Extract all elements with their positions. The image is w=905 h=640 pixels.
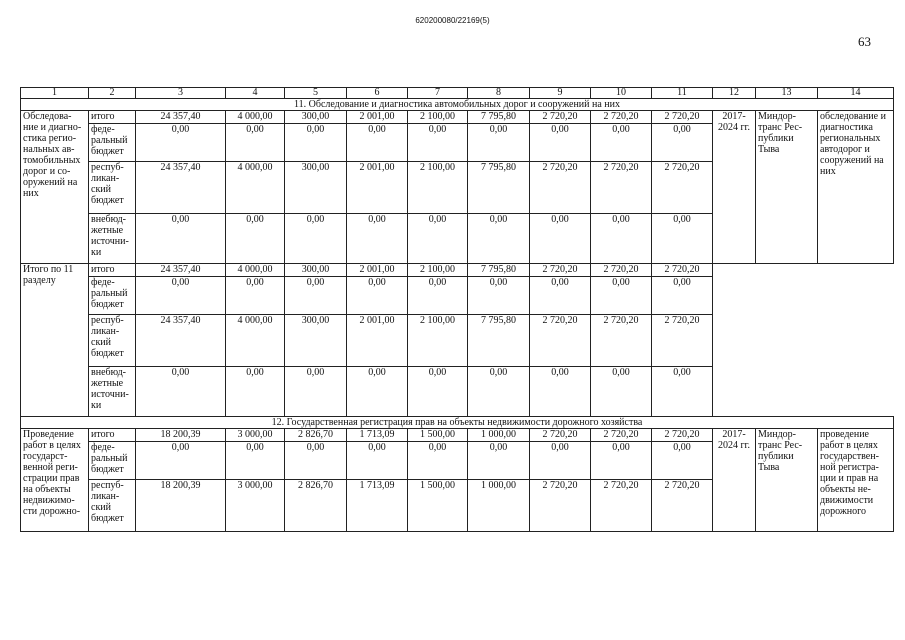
- value-cell: 2 100,00: [408, 111, 468, 124]
- result-cell: обследование и диагностика региональных автодорог и сооружений на них: [818, 111, 894, 264]
- section-title-row: [21, 99, 894, 111]
- value-cell: 0,00: [136, 367, 226, 417]
- value-cell: 4 000,00: [226, 111, 285, 124]
- funding-source: феде-ральный бюджет: [89, 442, 136, 480]
- page-number: 63: [858, 34, 871, 49]
- value-cell: 1 000,00: [468, 429, 530, 442]
- value-cell: 2 001,00: [347, 315, 408, 367]
- measure-row: [21, 429, 894, 442]
- value-cell: 2 720,20: [652, 162, 713, 214]
- value-cell: 7 795,80: [468, 264, 530, 277]
- value-cell: 0,00: [652, 442, 713, 480]
- funding-source: респуб-ликан-ский бюджет: [89, 162, 136, 214]
- funding-source: респуб-ликан-ский бюджет: [89, 315, 136, 367]
- value-cell: 2 720,20: [591, 162, 652, 214]
- value-cell: 2 001,00: [347, 162, 408, 214]
- value-cell: 7 795,80: [468, 162, 530, 214]
- value-cell: 300,00: [285, 315, 347, 367]
- column-number-9: 9: [530, 88, 591, 99]
- value-cell: 0,00: [591, 124, 652, 162]
- value-cell: 2 100,00: [408, 264, 468, 277]
- value-cell: 7 795,80: [468, 315, 530, 367]
- funding-source: феде-ральный бюджет: [89, 124, 136, 162]
- value-cell: 18 200,39: [136, 429, 226, 442]
- value-cell: 0,00: [468, 214, 530, 264]
- value-cell: 0,00: [347, 367, 408, 417]
- column-number-12: 12: [713, 88, 756, 99]
- column-number-7: 7: [408, 88, 468, 99]
- column-number-row: [21, 88, 894, 99]
- value-cell: 2 720,20: [530, 315, 591, 367]
- value-cell: 0,00: [285, 442, 347, 480]
- value-cell: 0,00: [652, 214, 713, 264]
- value-cell: 2 720,20: [530, 111, 591, 124]
- value-cell: 0,00: [347, 277, 408, 315]
- value-cell: 0,00: [226, 367, 285, 417]
- funding-source: феде-ральный бюджет: [89, 277, 136, 315]
- funding-source: внебюд-жетные источни-ки: [89, 367, 136, 417]
- funding-source: итого: [89, 111, 136, 124]
- value-cell: 2 720,20: [652, 315, 713, 367]
- period-cell: 2017-2024 гг.: [713, 429, 756, 532]
- value-cell: 4 000,00: [226, 264, 285, 277]
- value-cell: 24 357,40: [136, 111, 226, 124]
- measure-name: Обследова-ние и диагно-стика регио-нальных ав-томобильных дорог и со-оружений на них: [21, 111, 89, 264]
- period-cell: 2017-2024 гг.: [713, 111, 756, 264]
- total-row: [21, 264, 894, 277]
- value-cell: 0,00: [530, 124, 591, 162]
- value-cell: 0,00: [652, 124, 713, 162]
- executor-cell: Миндор-транс Рес-публики Тыва: [756, 429, 818, 532]
- value-cell: 0,00: [136, 214, 226, 264]
- value-cell: 2 720,20: [591, 111, 652, 124]
- value-cell: 0,00: [468, 442, 530, 480]
- value-cell: 0,00: [347, 214, 408, 264]
- value-cell: 0,00: [408, 277, 468, 315]
- value-cell: 300,00: [285, 111, 347, 124]
- value-cell: 1 500,00: [408, 480, 468, 532]
- value-cell: 2 720,20: [591, 480, 652, 532]
- column-number-10: 10: [591, 88, 652, 99]
- value-cell: 2 720,20: [591, 264, 652, 277]
- funding-source: итого: [89, 264, 136, 277]
- value-cell: 0,00: [468, 277, 530, 315]
- value-cell: 0,00: [530, 367, 591, 417]
- value-cell: 2 826,70: [285, 480, 347, 532]
- value-cell: 0,00: [530, 277, 591, 315]
- value-cell: 2 720,20: [591, 315, 652, 367]
- value-cell: 2 001,00: [347, 264, 408, 277]
- value-cell: 0,00: [285, 124, 347, 162]
- document-id: 620200080/22169(5): [415, 16, 490, 25]
- result-cell: проведение работ в целях государствен-ной регистра-ции и прав на объекты не-движимости дорожного: [818, 429, 894, 532]
- value-cell: 24 357,40: [136, 162, 226, 214]
- value-cell: 1 000,00: [468, 480, 530, 532]
- executor-cell: Миндор-транс Рес-публики Тыва: [756, 111, 818, 264]
- column-number-3: 3: [136, 88, 226, 99]
- value-cell: 2 100,00: [408, 315, 468, 367]
- section-title: 11. Обследование и диагностика автомобильных дорог и сооружений на них: [21, 99, 894, 111]
- measure-row: [21, 111, 894, 124]
- value-cell: 0,00: [408, 367, 468, 417]
- value-cell: 0,00: [591, 442, 652, 480]
- column-number-2: 2: [89, 88, 136, 99]
- funding-source: итого: [89, 429, 136, 442]
- value-cell: 3 000,00: [226, 480, 285, 532]
- value-cell: 0,00: [226, 277, 285, 315]
- value-cell: 0,00: [136, 124, 226, 162]
- value-cell: 0,00: [591, 367, 652, 417]
- value-cell: 2 720,20: [530, 480, 591, 532]
- column-number-11: 11: [652, 88, 713, 99]
- column-number-5: 5: [285, 88, 347, 99]
- value-cell: 0,00: [285, 214, 347, 264]
- value-cell: 0,00: [530, 214, 591, 264]
- value-cell: 0,00: [468, 124, 530, 162]
- value-cell: 300,00: [285, 162, 347, 214]
- value-cell: 0,00: [136, 277, 226, 315]
- column-number-1: 1: [21, 88, 89, 99]
- value-cell: 0,00: [408, 442, 468, 480]
- value-cell: 2 826,70: [285, 429, 347, 442]
- measure-name: Проведение работ в целях государст-венной реги-страции прав на объекты недвижимо-сти дорожно-: [21, 429, 89, 532]
- value-cell: 300,00: [285, 264, 347, 277]
- value-cell: 2 001,00: [347, 111, 408, 124]
- value-cell: 2 720,20: [591, 429, 652, 442]
- section-title-row: [21, 417, 894, 429]
- column-number-14: 14: [818, 88, 894, 99]
- value-cell: 18 200,39: [136, 480, 226, 532]
- value-cell: 0,00: [347, 124, 408, 162]
- value-cell: 7 795,80: [468, 111, 530, 124]
- total-name: Итого по 11 разделу: [21, 264, 89, 417]
- value-cell: 2 100,00: [408, 162, 468, 214]
- value-cell: 0,00: [591, 277, 652, 315]
- value-cell: 0,00: [468, 367, 530, 417]
- value-cell: 1 713,09: [347, 480, 408, 532]
- funding-source: внебюд-жетные источни-ки: [89, 214, 136, 264]
- value-cell: 3 000,00: [226, 429, 285, 442]
- value-cell: 0,00: [652, 277, 713, 315]
- value-cell: 0,00: [226, 124, 285, 162]
- value-cell: 0,00: [652, 367, 713, 417]
- value-cell: 2 720,20: [652, 264, 713, 277]
- value-cell: 2 720,20: [652, 111, 713, 124]
- empty-area: [713, 264, 894, 417]
- section-title: 12. Государственная регистрация прав на объекты недвижимости дорожного хозяйства: [21, 417, 894, 429]
- value-cell: 4 000,00: [226, 315, 285, 367]
- column-number-13: 13: [756, 88, 818, 99]
- value-cell: 0,00: [285, 277, 347, 315]
- value-cell: 2 720,20: [530, 162, 591, 214]
- value-cell: 0,00: [285, 367, 347, 417]
- value-cell: 1 713,09: [347, 429, 408, 442]
- value-cell: 0,00: [136, 442, 226, 480]
- value-cell: 0,00: [591, 214, 652, 264]
- value-cell: 0,00: [226, 214, 285, 264]
- column-number-6: 6: [347, 88, 408, 99]
- value-cell: 24 357,40: [136, 264, 226, 277]
- value-cell: 1 500,00: [408, 429, 468, 442]
- value-cell: 24 357,40: [136, 315, 226, 367]
- value-cell: 0,00: [530, 442, 591, 480]
- value-cell: 0,00: [226, 442, 285, 480]
- value-cell: 0,00: [408, 124, 468, 162]
- value-cell: 2 720,20: [652, 480, 713, 532]
- value-cell: 0,00: [408, 214, 468, 264]
- column-number-4: 4: [226, 88, 285, 99]
- value-cell: 2 720,20: [652, 429, 713, 442]
- program-table: [20, 87, 894, 532]
- value-cell: 2 720,20: [530, 429, 591, 442]
- funding-source: респуб-ликан-ский бюджет: [89, 480, 136, 532]
- value-cell: 4 000,00: [226, 162, 285, 214]
- value-cell: 0,00: [347, 442, 408, 480]
- value-cell: 2 720,20: [530, 264, 591, 277]
- column-number-8: 8: [468, 88, 530, 99]
